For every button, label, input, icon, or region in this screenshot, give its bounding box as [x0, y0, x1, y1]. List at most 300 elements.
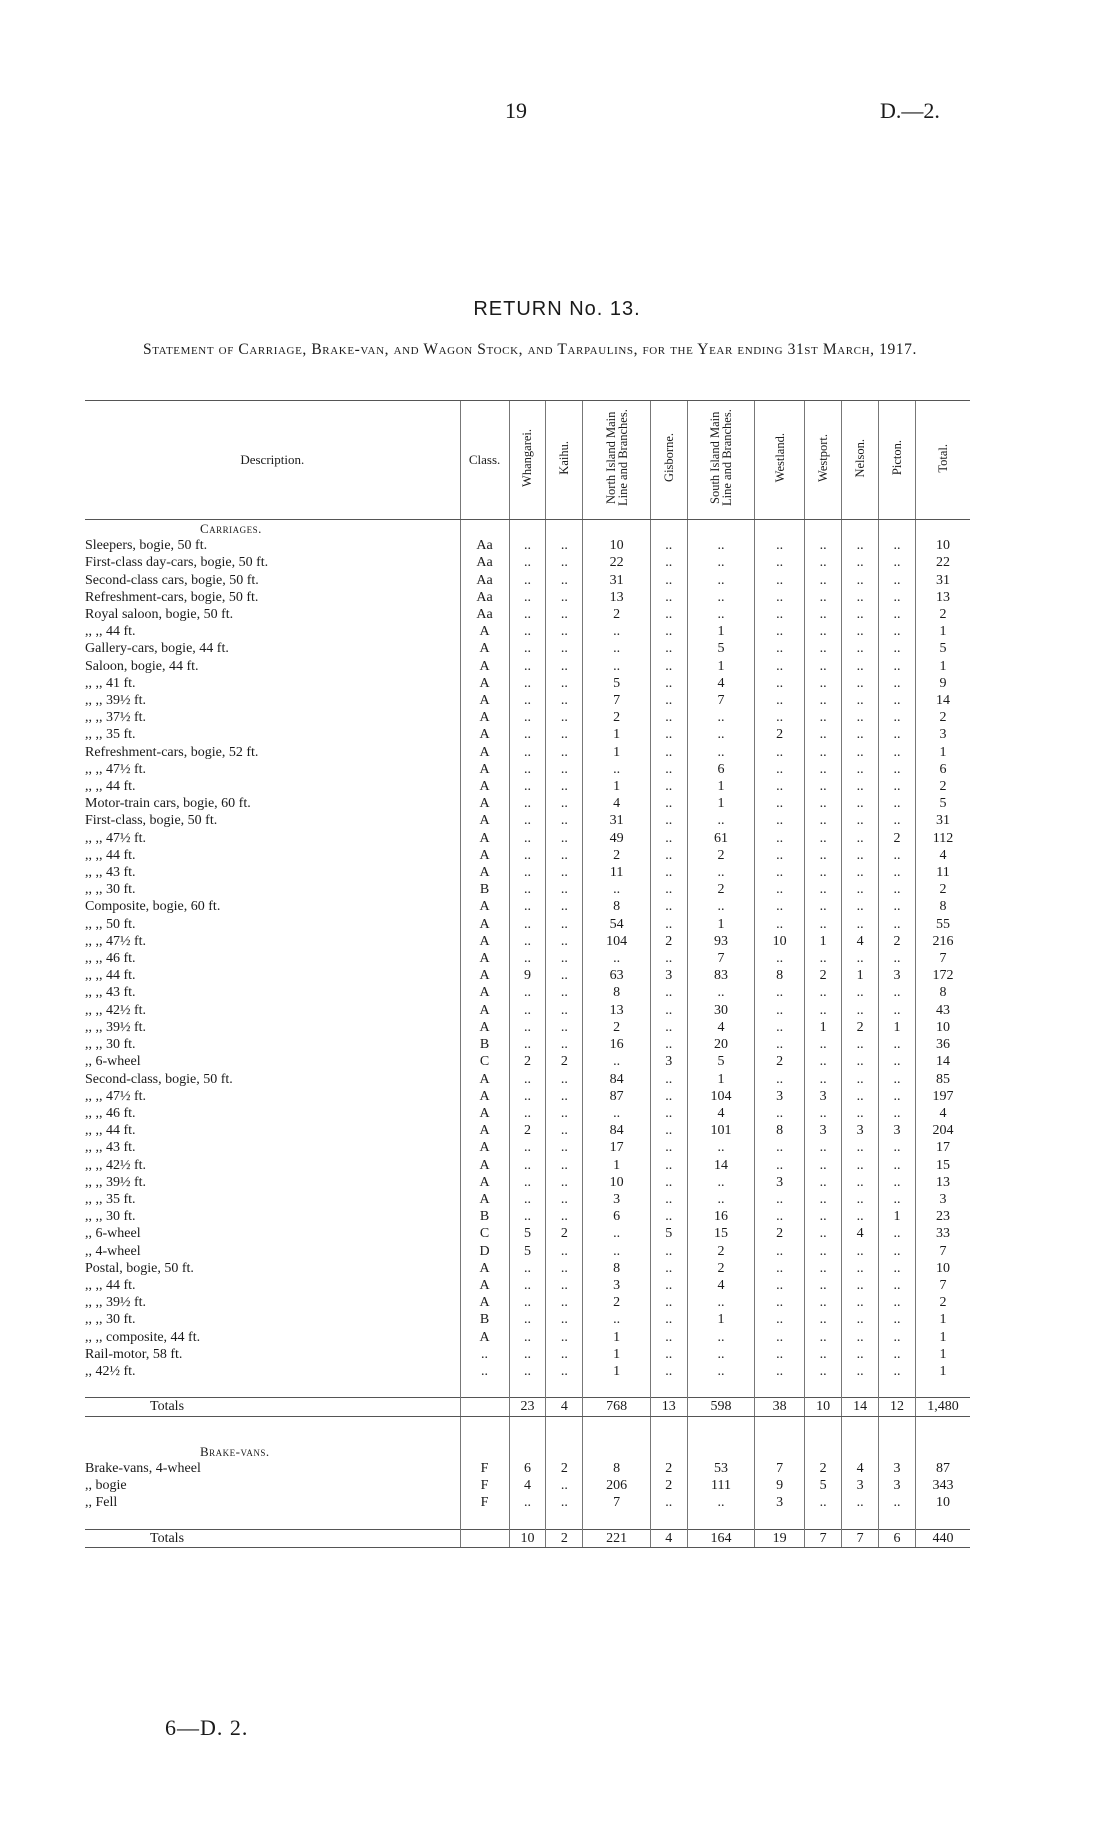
row-value: .. [805, 675, 842, 692]
row-value: .. [842, 1088, 879, 1105]
empty-cell [687, 1416, 754, 1443]
row-value: .. [546, 1294, 583, 1311]
section-heading: Carriages. [200, 521, 262, 536]
empty-cell [546, 1380, 583, 1398]
row-value: .. [805, 778, 842, 795]
total-value: 12 [879, 1398, 916, 1416]
row-value: .. [879, 1311, 916, 1328]
row-description: ,, ,, 47½ ft. [85, 761, 147, 777]
empty-cell [460, 1416, 509, 1443]
column-header [879, 401, 916, 520]
row-value: .. [509, 554, 546, 571]
row-value: .. [755, 761, 805, 778]
row-value: .. [755, 898, 805, 915]
row-value: 1 [805, 1019, 842, 1036]
row-description: ,, ,, 30 ft. [85, 1037, 136, 1053]
row-value: 4 [842, 1225, 879, 1242]
row-value: .. [755, 1105, 805, 1122]
row-value: .. [805, 1002, 842, 1019]
row-value: 1 [879, 1208, 916, 1225]
row-value: .. [805, 1329, 842, 1346]
row-value: .. [650, 537, 687, 554]
row-value: 7 [916, 950, 970, 967]
row-description: ,, ,, 30 ft. [85, 1209, 136, 1225]
row-value: 7 [687, 692, 754, 709]
row-value: .. [546, 847, 583, 864]
row-value: .. [509, 812, 546, 829]
row-value: 16 [687, 1208, 754, 1225]
row-value: .. [509, 1311, 546, 1328]
row-value: 8 [755, 967, 805, 984]
row-value: .. [755, 1260, 805, 1277]
empty-cell [460, 1529, 509, 1547]
row-value: 23 [916, 1208, 970, 1225]
table-row [85, 1122, 970, 1139]
row-value: 2 [879, 933, 916, 950]
empty-cell [805, 1380, 842, 1398]
row-value: .. [650, 1191, 687, 1208]
row-value: 2 [879, 830, 916, 847]
row-value: .. [650, 1494, 687, 1511]
row-value: .. [755, 709, 805, 726]
row-value: .. [509, 795, 546, 812]
row-value: 4 [842, 1460, 879, 1477]
row-value: 2 [546, 1053, 583, 1070]
row-value: .. [842, 554, 879, 571]
row-value: .. [509, 950, 546, 967]
row-description: ,, ,, 35 ft. [85, 727, 136, 743]
row-class: A [460, 984, 509, 1001]
row-description: Gallery-cars, bogie, 44 ft. [85, 641, 229, 657]
total-value: 2 [546, 1529, 583, 1547]
row-value: .. [546, 537, 583, 554]
row-value: .. [509, 709, 546, 726]
row-value: .. [650, 1329, 687, 1346]
row-value: .. [805, 1071, 842, 1088]
row-value: .. [879, 778, 916, 795]
row-value: 2 [650, 933, 687, 950]
row-value: 10 [583, 537, 650, 554]
row-value: .. [842, 1329, 879, 1346]
table-row [85, 1019, 970, 1036]
column-header-label: Nelson. [853, 438, 868, 478]
row-value: 2 [583, 709, 650, 726]
row-value: .. [805, 572, 842, 589]
row-value: 2 [916, 606, 970, 623]
row-class: B [460, 1208, 509, 1225]
row-value: .. [650, 1260, 687, 1277]
row-value: .. [805, 692, 842, 709]
row-value: 172 [916, 967, 970, 984]
row-value: .. [650, 795, 687, 812]
row-value: .. [879, 1191, 916, 1208]
row-value: .. [546, 1277, 583, 1294]
row-value: 9 [916, 675, 970, 692]
row-value: .. [650, 744, 687, 761]
row-value: .. [650, 623, 687, 640]
row-class: .. [460, 1346, 509, 1363]
row-value: .. [546, 1329, 583, 1346]
row-value: .. [650, 1208, 687, 1225]
row-value: .. [687, 1174, 754, 1191]
row-value: .. [650, 916, 687, 933]
row-value: .. [650, 658, 687, 675]
row-value: 2 [755, 1225, 805, 1242]
row-value: .. [805, 1157, 842, 1174]
row-value: .. [509, 623, 546, 640]
row-value: .. [805, 1277, 842, 1294]
empty-cell [842, 1380, 879, 1398]
empty-cell [85, 1511, 460, 1529]
row-class: A [460, 950, 509, 967]
empty-cell [755, 1511, 805, 1529]
row-value: .. [755, 1208, 805, 1225]
row-value: .. [842, 1363, 879, 1380]
row-value: .. [755, 881, 805, 898]
row-value: 1 [583, 1157, 650, 1174]
row-value: .. [842, 709, 879, 726]
row-description: Saloon, bogie, 44 ft. [85, 658, 199, 674]
row-class: A [460, 933, 509, 950]
row-value: .. [842, 1105, 879, 1122]
row-class: A [460, 830, 509, 847]
row-value: 1 [687, 916, 754, 933]
row-value: 7 [583, 1494, 650, 1511]
row-value: .. [805, 1363, 842, 1380]
row-description: ,, ,, 43 ft. [85, 1140, 136, 1156]
row-value: .. [687, 709, 754, 726]
row-value: 16 [583, 1036, 650, 1053]
row-value: .. [583, 640, 650, 657]
row-value: .. [842, 795, 879, 812]
row-value: .. [546, 898, 583, 915]
table-row [85, 1477, 970, 1494]
row-value: .. [546, 1088, 583, 1105]
row-value: .. [509, 864, 546, 881]
row-value: .. [805, 1260, 842, 1277]
row-value: .. [842, 778, 879, 795]
row-value: .. [546, 812, 583, 829]
row-value: .. [650, 692, 687, 709]
row-description: ,, ,, 44 ft. [85, 1123, 136, 1139]
row-value: .. [805, 847, 842, 864]
row-class: A [460, 916, 509, 933]
row-class: A [460, 623, 509, 640]
row-value: .. [650, 572, 687, 589]
row-value: .. [546, 778, 583, 795]
row-value: .. [842, 1174, 879, 1191]
total-value: 221 [583, 1529, 650, 1547]
section-heading-row [85, 520, 970, 538]
row-value: .. [879, 709, 916, 726]
row-value: .. [546, 1208, 583, 1225]
row-value: .. [509, 744, 546, 761]
row-value: 6 [916, 761, 970, 778]
row-value: .. [687, 864, 754, 881]
row-value: .. [509, 1260, 546, 1277]
row-description: ,, ,, 42½ ft. [85, 1157, 147, 1173]
row-class: A [460, 692, 509, 709]
row-value: 2 [916, 709, 970, 726]
table-header-row [85, 401, 970, 520]
row-class: Aa [460, 572, 509, 589]
row-value: .. [879, 1002, 916, 1019]
row-value: .. [805, 881, 842, 898]
row-value: .. [546, 1071, 583, 1088]
row-value: 1 [687, 1071, 754, 1088]
row-value: .. [509, 1105, 546, 1122]
row-class: A [460, 1019, 509, 1036]
row-class: A [460, 1260, 509, 1277]
row-value: 3 [755, 1494, 805, 1511]
table-row [85, 916, 970, 933]
row-value: .. [755, 812, 805, 829]
column-header [650, 401, 687, 520]
row-description: ,, bogie [85, 1477, 127, 1493]
row-value: 4 [687, 1277, 754, 1294]
table-row [85, 1346, 970, 1363]
column-header-label: Kaihu. [557, 441, 572, 475]
total-value: 10 [509, 1529, 546, 1547]
row-value: 5 [916, 640, 970, 657]
table-row [85, 847, 970, 864]
row-value: 1 [916, 623, 970, 640]
row-value: 1 [805, 933, 842, 950]
table-row [85, 950, 970, 967]
total-value: 598 [687, 1398, 754, 1416]
row-value: .. [650, 1036, 687, 1053]
row-value: .. [650, 778, 687, 795]
row-class: Aa [460, 589, 509, 606]
row-value: 1 [687, 778, 754, 795]
column-header-label: Westport. [816, 433, 831, 482]
row-class: Aa [460, 606, 509, 623]
row-value: .. [805, 1036, 842, 1053]
row-value: 11 [916, 864, 970, 881]
row-value: .. [755, 795, 805, 812]
row-value: 31 [583, 572, 650, 589]
total-value: 19 [755, 1529, 805, 1547]
row-value: 10 [916, 1260, 970, 1277]
row-description: Rail-motor, 58 ft. [85, 1346, 183, 1362]
row-value: .. [805, 1225, 842, 1242]
row-value: .. [546, 572, 583, 589]
row-value: .. [842, 692, 879, 709]
row-value: .. [650, 1139, 687, 1156]
row-value: .. [805, 830, 842, 847]
row-value: .. [805, 1208, 842, 1225]
row-class: A [460, 967, 509, 984]
empty-cell [85, 1380, 460, 1398]
spacer-row [85, 1380, 970, 1398]
row-value: .. [546, 1191, 583, 1208]
empty-cell [460, 1443, 509, 1460]
row-value: 7 [916, 1243, 970, 1260]
row-description: ,, Fell [85, 1495, 118, 1511]
row-value: .. [546, 1477, 583, 1494]
table-row [85, 554, 970, 571]
row-value: 8 [916, 984, 970, 1001]
row-value: .. [509, 1277, 546, 1294]
row-value: .. [509, 589, 546, 606]
row-value: .. [509, 1088, 546, 1105]
row-value: .. [509, 1019, 546, 1036]
row-value: .. [650, 1346, 687, 1363]
empty-cell [805, 1416, 842, 1443]
row-value: .. [509, 1329, 546, 1346]
row-value: .. [546, 606, 583, 623]
row-value: 63 [583, 967, 650, 984]
row-value: .. [879, 675, 916, 692]
row-value: 4 [916, 1105, 970, 1122]
row-value: 1 [916, 1311, 970, 1328]
row-value: 9 [755, 1477, 805, 1494]
row-value: .. [546, 1260, 583, 1277]
row-value: .. [650, 606, 687, 623]
row-value: .. [687, 1346, 754, 1363]
row-value: 4 [583, 795, 650, 812]
column-header-label: Westland. [772, 433, 787, 483]
row-value: .. [842, 658, 879, 675]
row-class: A [460, 864, 509, 881]
row-value: .. [755, 1277, 805, 1294]
row-value: 2 [755, 726, 805, 743]
column-header [85, 401, 460, 520]
row-value: 31 [916, 572, 970, 589]
row-value: 3 [916, 726, 970, 743]
row-value: .. [546, 1363, 583, 1380]
row-value: 1 [916, 1346, 970, 1363]
row-value: 93 [687, 933, 754, 950]
table-row [85, 1053, 970, 1070]
row-value: 2 [650, 1477, 687, 1494]
table-row [85, 933, 970, 950]
row-value: 8 [916, 898, 970, 915]
table-row [85, 709, 970, 726]
row-description: First-class, bogie, 50 ft. [85, 813, 218, 829]
row-value: .. [546, 950, 583, 967]
empty-cell [687, 520, 754, 538]
row-value: .. [687, 984, 754, 1001]
row-value: .. [546, 830, 583, 847]
empty-cell [583, 1380, 650, 1398]
row-value: .. [650, 709, 687, 726]
column-header [755, 401, 805, 520]
row-value: .. [546, 1243, 583, 1260]
empty-cell [509, 1416, 546, 1443]
table-row [85, 1002, 970, 1019]
row-value: .. [650, 1105, 687, 1122]
row-description: ,, ,, 41 ft. [85, 675, 136, 691]
row-value: .. [650, 1243, 687, 1260]
table-row [85, 1105, 970, 1122]
row-class: A [460, 744, 509, 761]
column-header [460, 401, 509, 520]
row-value: 2 [583, 1019, 650, 1036]
row-value: 5 [687, 640, 754, 657]
row-value: .. [805, 795, 842, 812]
row-value: 10 [916, 1019, 970, 1036]
row-value: .. [805, 744, 842, 761]
row-value: 10 [916, 537, 970, 554]
empty-cell [879, 1416, 916, 1443]
row-value: .. [546, 1122, 583, 1139]
empty-cell [842, 1416, 879, 1443]
row-value: .. [650, 726, 687, 743]
row-value: .. [650, 554, 687, 571]
row-value: 8 [583, 1460, 650, 1477]
row-value: 53 [687, 1460, 754, 1477]
row-value: .. [546, 933, 583, 950]
row-value: 1 [583, 778, 650, 795]
row-value: 3 [583, 1277, 650, 1294]
row-value: 17 [916, 1139, 970, 1156]
total-value: 7 [805, 1529, 842, 1547]
row-value: .. [650, 1088, 687, 1105]
row-value: .. [805, 1139, 842, 1156]
row-value: 2 [509, 1122, 546, 1139]
row-value: 85 [916, 1071, 970, 1088]
empty-cell [460, 1398, 509, 1416]
row-value: .. [509, 640, 546, 657]
empty-cell [583, 1416, 650, 1443]
row-class: F [460, 1477, 509, 1494]
row-description: ,, ,, composite, 44 ft. [85, 1329, 201, 1345]
row-value: .. [805, 898, 842, 915]
row-class: A [460, 1122, 509, 1139]
empty-cell [755, 520, 805, 538]
row-value: .. [805, 658, 842, 675]
row-value: 10 [916, 1494, 970, 1511]
empty-cell [805, 1511, 842, 1529]
row-value: .. [650, 984, 687, 1001]
row-value: 8 [583, 984, 650, 1001]
row-value: .. [546, 623, 583, 640]
row-value: .. [687, 537, 754, 554]
row-value: 4 [687, 1019, 754, 1036]
row-value: .. [879, 1088, 916, 1105]
row-value: .. [805, 950, 842, 967]
row-value: 2 [583, 1294, 650, 1311]
total-value: 1,480 [916, 1398, 970, 1416]
row-value: 3 [805, 1122, 842, 1139]
row-class: A [460, 778, 509, 795]
row-value: .. [755, 1363, 805, 1380]
row-value: .. [509, 881, 546, 898]
table-row [85, 1157, 970, 1174]
row-value: .. [687, 1139, 754, 1156]
row-class: B [460, 1036, 509, 1053]
row-class: A [460, 640, 509, 657]
row-value: 2 [916, 881, 970, 898]
row-class: C [460, 1053, 509, 1070]
row-value: .. [879, 1277, 916, 1294]
row-value: .. [755, 606, 805, 623]
empty-cell [460, 1380, 509, 1398]
row-value: .. [546, 1036, 583, 1053]
row-value: 1 [687, 623, 754, 640]
row-value: .. [755, 1243, 805, 1260]
row-value: .. [805, 640, 842, 657]
row-value: 84 [583, 1071, 650, 1088]
row-class: Aa [460, 554, 509, 571]
row-value: .. [650, 1363, 687, 1380]
row-value: .. [755, 1191, 805, 1208]
row-class: A [460, 1105, 509, 1122]
row-value: 2 [509, 1053, 546, 1070]
row-value: 22 [916, 554, 970, 571]
row-value: 1 [916, 658, 970, 675]
